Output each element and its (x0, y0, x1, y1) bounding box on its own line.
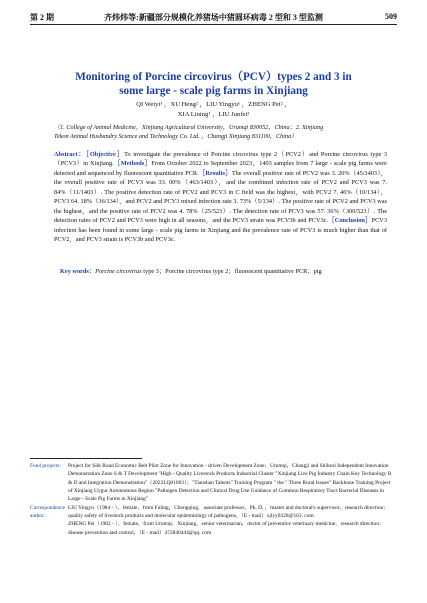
authors-line-1: QI Weiyi¹ ，XU Heng² ，LIU Yingyu¹ ，ZHENG Pei² ， (136, 101, 291, 108)
abstract-label: Abstract： (54, 151, 86, 158)
page-number: 509 (385, 12, 397, 21)
objective-label: ［Objective］ (85, 151, 125, 158)
correspondence-liu: LIU Yingyu（1984 - ），female，from Fuling，Chongqing，associate professor，Ph. D. ，master and doctoral's supervisor，research direction：quality safety of livestock products and molecular epidemiology of pathogens，（E - mail）xjlyy0328@163. com. (68, 504, 389, 520)
correspondence-zheng: ZHENG Pei（1982 - ），female，from Urumqi，Xinjiang，senior veterinarian，doctor of preventive veterinary medicine，research direction：disease prevention and control，（E - mail）472840444@qq. com (68, 521, 385, 536)
affiliations (54, 124, 387, 141)
fund-text: Project for Silk Road Economic Belt Pilot Zone for Innovation - driven Development Zone；Urumqi，Changji and Shihezi Independent Innovation Demonstration Zone S & T Development "High - Quality Livestock Products Industrial Cluster "Xinjiang Live Pig Industry Chain Key Technology R & D and Integration Demonstration"（2022LQ01003）；"Tianshan Talents" Training Program " the " Three Rural Issues" Backbone Training Project of Xinjiang Uygur Autonomous Region "Pathogen Detection and Clinical Drug Use Guidance of Common Respiratory Tract Bacterial Diseases in Large - Scale Pig Farms in Xinjiang" (68, 463, 392, 503)
affiliation-line-1: （1. College of Animal Medicine，Xinjiang Agricultural University，Urumqi 830052，China；2. Xinjiang (54, 124, 324, 131)
conclusion-label: ［Conclusion］ (328, 217, 372, 225)
author-list (30, 100, 397, 119)
issue-number: 第 2 期 (30, 13, 54, 22)
objective-text: To investigate the prevalence of Porcine circovirus type 2（PCV2）and Porcine circovirus type 3（PCV3）in Xinjiang. (54, 151, 387, 168)
header-rule (30, 24, 397, 25)
paper-title (30, 70, 397, 98)
footnotes (30, 462, 393, 537)
footnote-rule (30, 458, 142, 459)
keywords-rest: type 3；Porcine circovirus type 2；fluorescent quantitative PCR；pig (141, 268, 322, 275)
title-line-2: some large - scale pig farms in Xinjiang (119, 85, 308, 97)
keywords-first-term: Porcine circovirus (95, 268, 142, 275)
correspondence-label: Correspondence author： (30, 504, 66, 520)
conclusion-text: PCV3 infection has been found in some large - scale pig farms in Xinjiang and the prevalence rate of PCV3 is much higher than that of PCV2，and PCV3 strain is PCV3b and PCV3c. (54, 217, 387, 244)
authors-line-2: XIA Lining¹ ，LIU Junfei² (177, 110, 250, 118)
keywords-label: Key words： (60, 268, 96, 275)
running-header (30, 10, 397, 24)
results-text: The overall positive rate of PCV2 was 3. 20%（45/1403），the overall positive rate of PCV3 was 33. 00%（463/1403），and the combined infection rate of PCV2 and PCV3 was 7. 84%（11/1403）. The positive detection rate of PCV2 and PCV3 in C field was the highest，with PCV2 7. 46%（10/134），PCV3 64. 18%（36/134），and PCV2 and PCV3 mixed infection rate 3. 73%（5/134）. The positive rate of PCV2 and PCV3 was the highest，and the positive rate of PCV2 was 4. 78%（25/523）. The detection rate of PCV3 was 57. 36%（300/523）. The detection rates of PCV2 and PCV3 were high in all seasons，and the PCV3 strain was PCV3b and PCV3c. (54, 169, 388, 225)
correspondence-author (30, 504, 393, 521)
methods-text: From October 2022 to September 2023，1403 samples from 7 large - scale pig farms were detected and sequenced by fluorescent quantitative PCR. (54, 160, 387, 177)
results-label: ［Results］ (198, 169, 232, 177)
abstract (54, 150, 387, 245)
methods-label: ［Methods］ (113, 160, 152, 168)
fund-label: Fund projects： (30, 463, 65, 469)
title-line-1: Monitoring of Porcine circovirus（PCV）types 2 and 3 in (75, 71, 352, 83)
fund-projects (30, 462, 393, 504)
keywords (60, 267, 387, 276)
affiliation-line-2: Tekon Animal Husbandry Science and Technology Co. Ltd. ，Changji Xinjiang 831100，China） (54, 132, 298, 140)
running-title: 齐炜炜等:新疆部分规模化养猪场中猪圆环病毒 2 型和 3 型监测 (104, 13, 323, 22)
